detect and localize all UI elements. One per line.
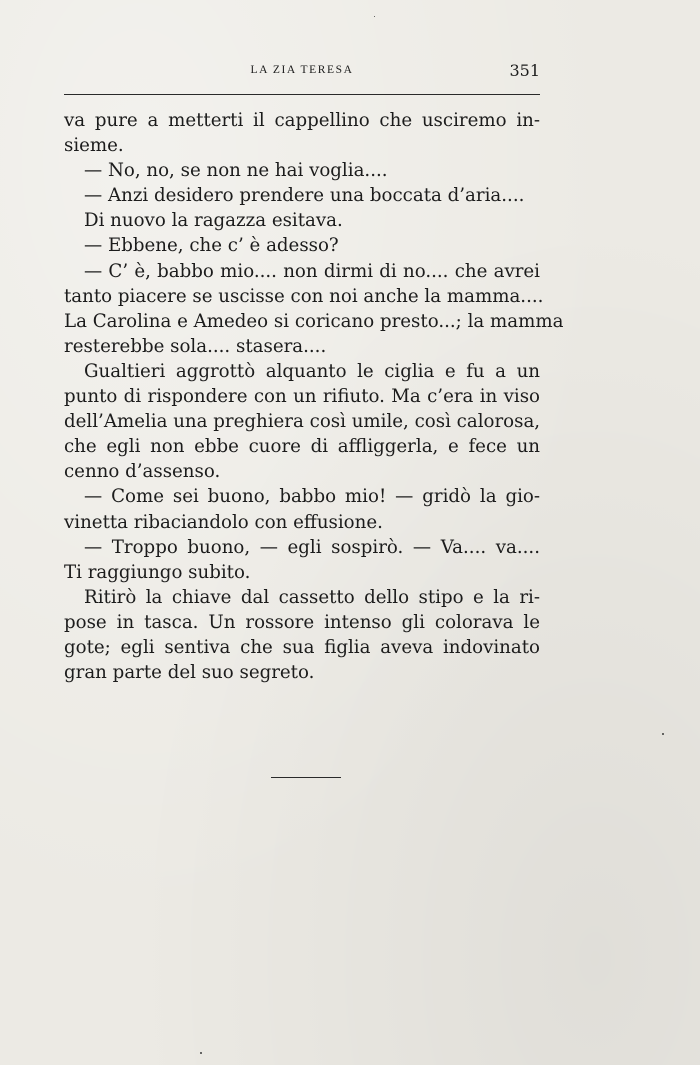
body-text: [64, 108, 564, 685]
text-line: gran parte del suo segreto.: [64, 662, 315, 684]
paper-speck: [662, 733, 664, 735]
text-line: — C’ è, babbo mio.... non dirmi di no.... che avrei: [84, 260, 540, 282]
text-line: cenno d’assenso.: [64, 461, 221, 483]
text-line: pose in tasca. Un rossore intenso gli colorava le: [64, 611, 540, 633]
text-line: Ritirò la chiave dal cassetto dello stipo e la ri-: [84, 586, 540, 608]
header-rule: [64, 94, 540, 95]
text-line: sieme.: [64, 135, 124, 157]
text-line: punto di rispondere con un rifiuto. Ma c’era in viso: [64, 386, 540, 408]
chapter-end-rule: [271, 777, 341, 778]
running-header: [64, 62, 540, 82]
page-number: 351: [509, 61, 540, 80]
text-line: — Anzi desidero prendere una boccata d’aria....: [84, 185, 525, 207]
text-line: va pure a metterti il cappellino che usciremo in-: [64, 110, 540, 131]
paper-speck: [374, 16, 375, 17]
text-line: resterebbe sola.... stasera....: [64, 335, 327, 357]
text-line: — No, no, se non ne hai voglia....: [84, 160, 388, 182]
text-line: — Troppo buono, — egli sospirò. — Va.... va....: [84, 536, 540, 558]
running-title: LA ZIA TERESA: [250, 64, 354, 76]
text-line: Gualtieri aggrottò alquanto le ciglia e fu a un: [84, 360, 540, 382]
text-line: vinetta ribaciandolo con effusione.: [64, 511, 383, 533]
paper-speck: [200, 1052, 202, 1054]
text-line: tanto piacere se uscisse con noi anche la mamma....: [64, 285, 544, 307]
text-line: che egli non ebbe cuore di affliggerla, e fece un: [64, 436, 540, 458]
text-line: — Come sei buono, babbo mio! — gridò la gio-: [84, 486, 540, 508]
text-line: — Ebbene, che c’ è adesso?: [84, 235, 339, 257]
text-line: gote; egli sentiva che sua figlia aveva indovinato: [64, 636, 540, 658]
text-line: Ti raggiungo subito.: [64, 561, 251, 583]
text-line: La Carolina e Amedeo si coricano presto...; la mamma: [64, 310, 564, 332]
text-line: dell’Amelia una preghiera così umile, così calorosa,: [64, 411, 541, 433]
text-line: Di nuovo la ragazza esitava.: [84, 210, 343, 232]
